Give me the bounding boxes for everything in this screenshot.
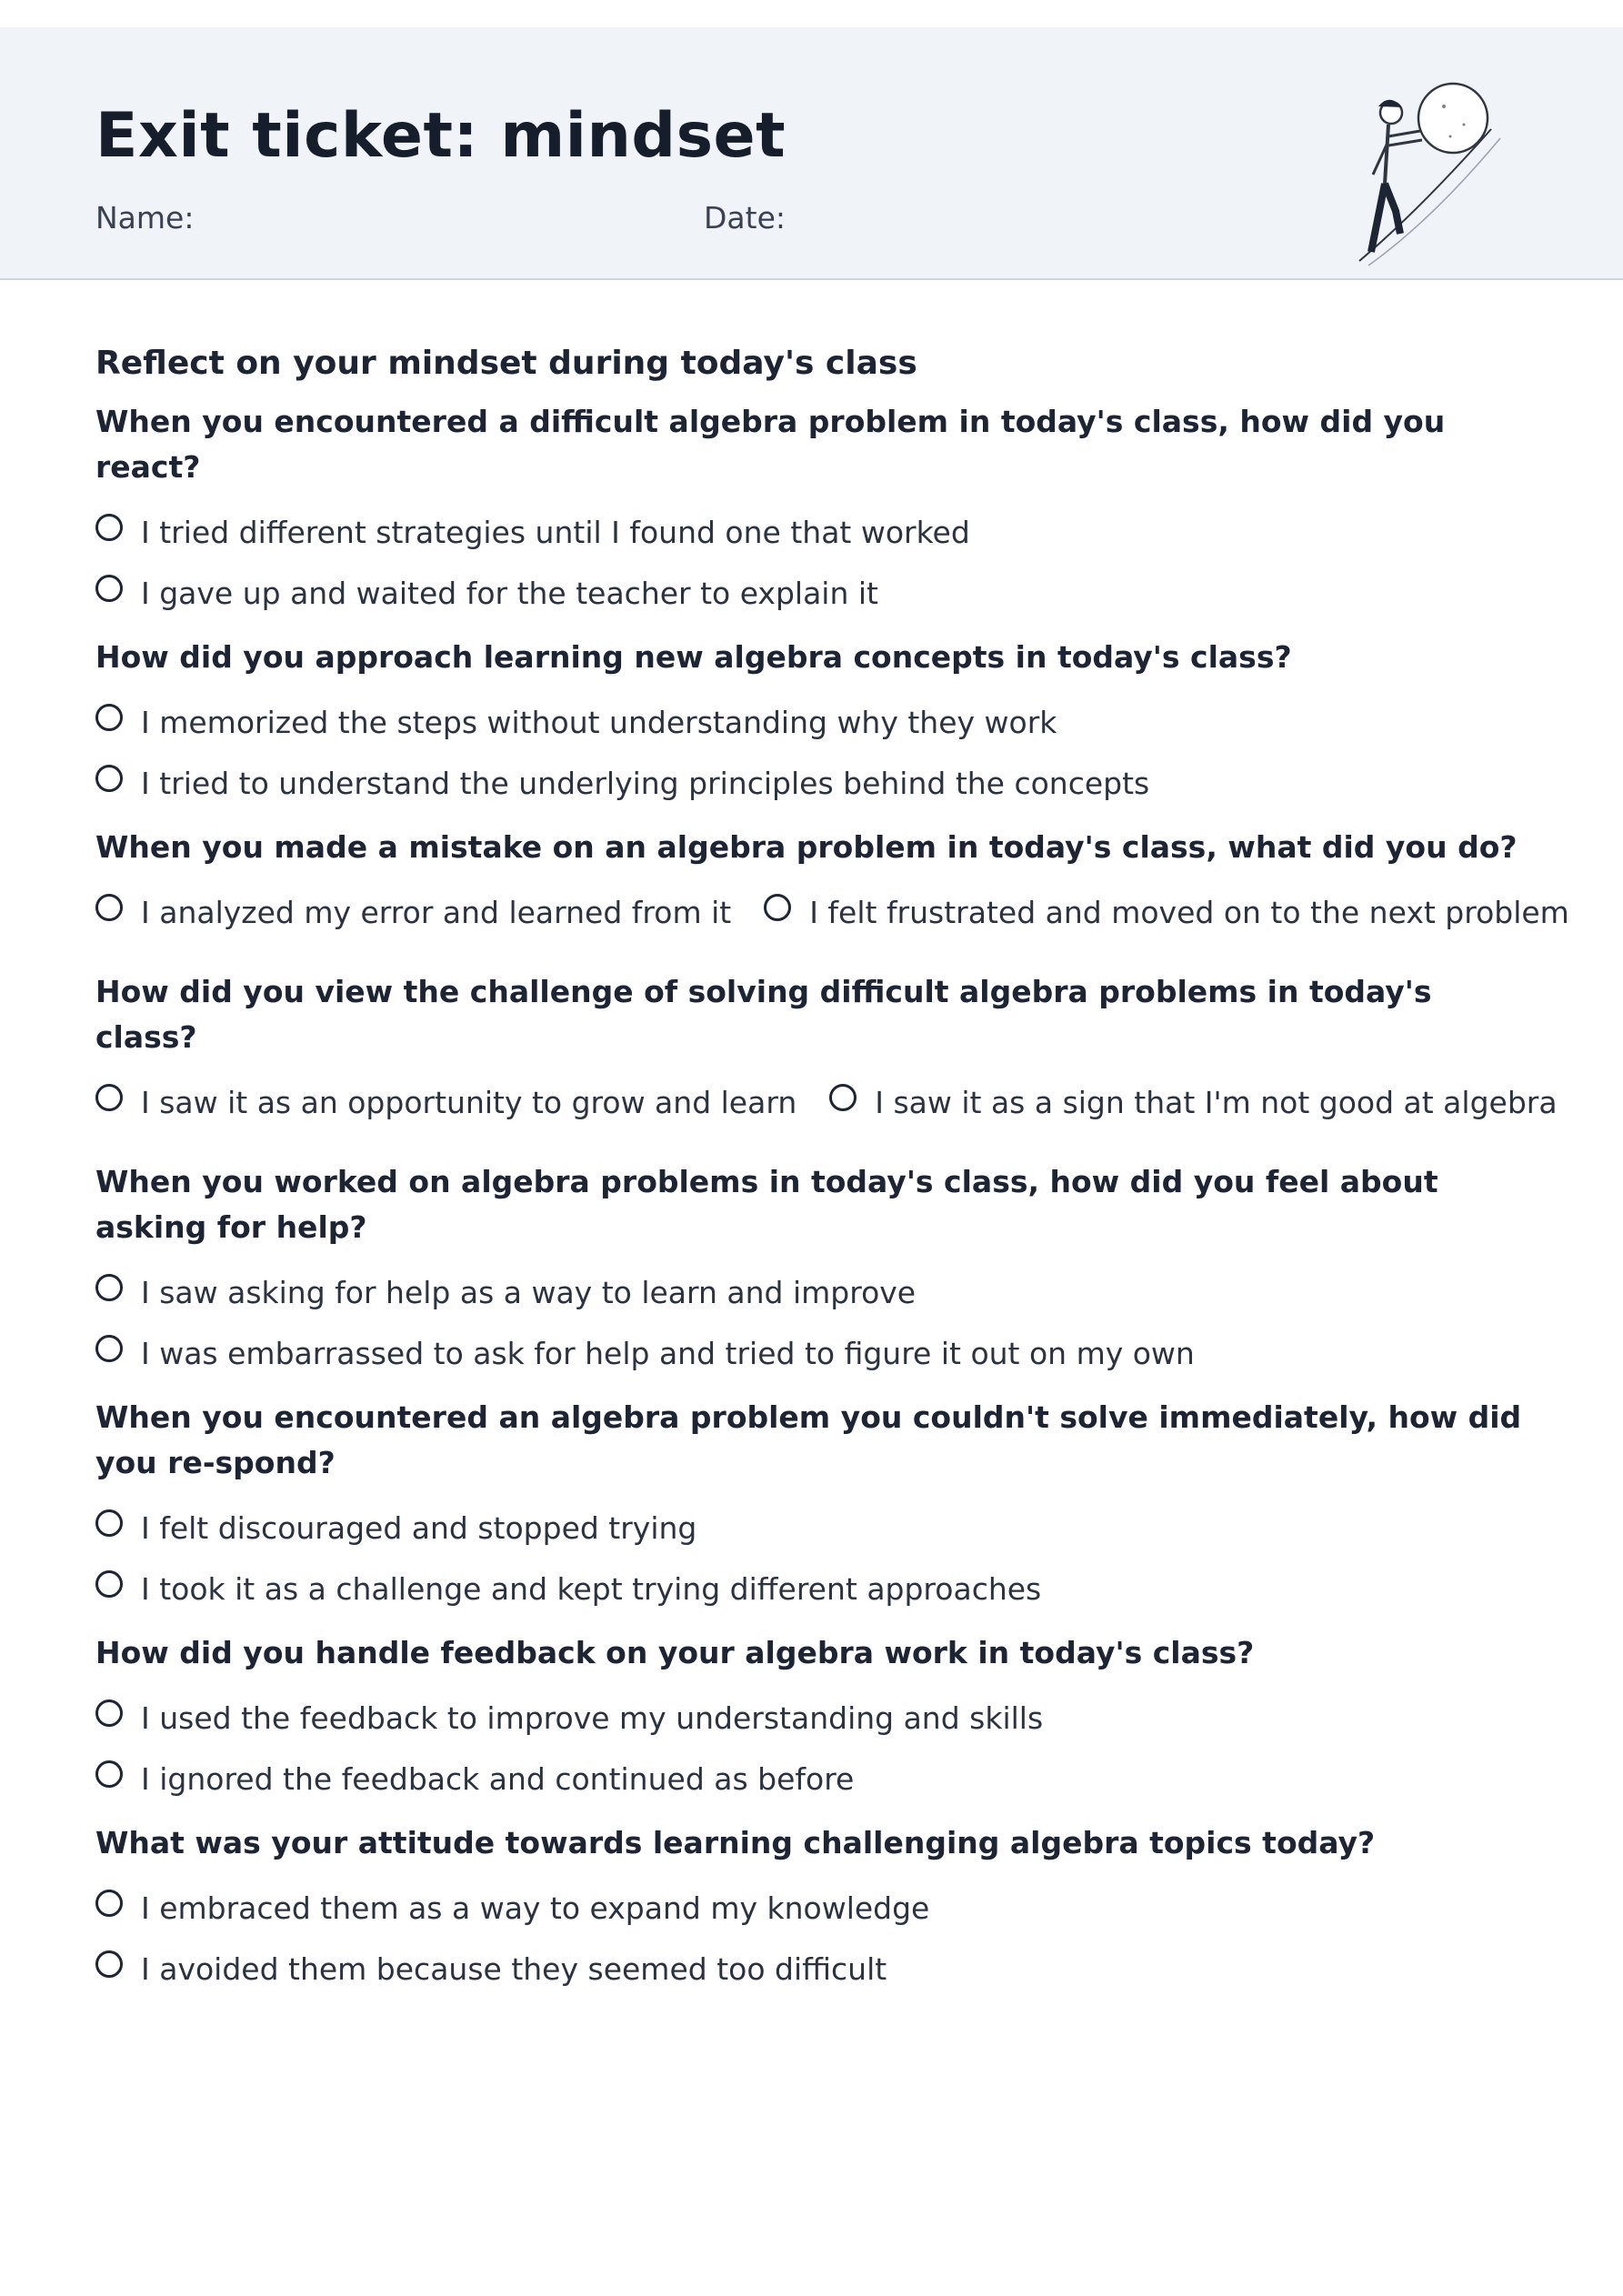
question-text: What was your attitude towards learning challenging algebra topics today? [95, 1825, 1376, 1860]
radio-button-icon[interactable] [95, 1760, 123, 1788]
option-label: I saw it as an opportunity to grow and learn [141, 1085, 797, 1120]
answer-option[interactable] [95, 1080, 796, 1126]
question-text: When you made a mistake on an algebra problem in today's class, what did you do? [95, 829, 1518, 865]
radio-button-icon[interactable] [95, 575, 123, 602]
answer-option[interactable] [95, 1567, 1550, 1612]
radio-button-icon[interactable] [95, 1950, 123, 1978]
name-label: Name: [95, 200, 195, 236]
question-7 [95, 1630, 1550, 1802]
header-banner [0, 27, 1623, 280]
option-label: I used the feedback to improve my understanding and skills [141, 1700, 1044, 1736]
answer-option[interactable] [95, 571, 1550, 617]
answer-option[interactable] [95, 1506, 1550, 1551]
radio-button-icon[interactable] [95, 1335, 123, 1362]
radio-button-icon[interactable] [95, 1570, 123, 1598]
question-1 [95, 399, 1550, 617]
question-6 [95, 1395, 1550, 1612]
option-label: I saw asking for help as a way to learn and improve [141, 1275, 917, 1310]
radio-button-icon[interactable] [95, 1699, 123, 1727]
option-label: I avoided them because they seemed too difficult [141, 1951, 887, 1987]
option-label: I ignored the feedback and continued as before [141, 1761, 855, 1797]
question-2 [95, 635, 1550, 807]
question-3 [95, 825, 1569, 951]
worksheet-content [95, 341, 1569, 2010]
section-title: Reflect on your mindset during today's class [95, 345, 917, 382]
question-text: When you encountered a difficult algebra problem in today's class, how did you react? [95, 404, 1446, 485]
answer-option[interactable] [95, 761, 1550, 807]
question-text: When you encountered an algebra problem you couldn't solve immediately, how did you re-spond? [95, 1399, 1522, 1480]
answer-option[interactable] [829, 1080, 1557, 1126]
radio-button-icon[interactable] [95, 894, 123, 921]
question-text: How did you handle feedback on your algebra work in today's class? [95, 1635, 1255, 1670]
option-label: I took it as a challenge and kept trying different approaches [141, 1571, 1042, 1607]
radio-button-icon[interactable] [764, 894, 791, 921]
option-label: I memorized the steps without understanding why they work [141, 705, 1057, 740]
radio-button-icon[interactable] [95, 1890, 123, 1917]
answer-option[interactable] [95, 700, 1550, 746]
question-4 [95, 969, 1558, 1141]
option-label: I felt discouraged and stopped trying [141, 1510, 697, 1546]
answer-option[interactable] [95, 1886, 1550, 1931]
answer-option[interactable] [95, 890, 731, 936]
page-title: Exit ticket: mindset [95, 100, 786, 172]
option-label: I tried different strategies until I found one that worked [141, 515, 970, 550]
radio-button-icon[interactable] [95, 1274, 123, 1301]
question-text: How did you approach learning new algebra concepts in today's class? [95, 639, 1292, 675]
option-label: I felt frustrated and moved on to the next problem [809, 895, 1569, 930]
person-pushing-boulder-icon [1346, 75, 1528, 284]
radio-button-icon[interactable] [829, 1084, 857, 1111]
question-5 [95, 1159, 1550, 1377]
option-label: I analyzed my error and learned from it [141, 895, 732, 930]
answer-option[interactable] [95, 510, 1550, 556]
radio-button-icon[interactable] [95, 1084, 123, 1111]
answer-option[interactable] [95, 1696, 1550, 1741]
answer-option[interactable] [95, 1270, 1550, 1316]
question-text: When you worked on algebra problems in today's class, how did you feel about asking for help? [95, 1164, 1438, 1245]
date-label: Date: [704, 200, 786, 236]
radio-button-icon[interactable] [95, 704, 123, 731]
answer-option[interactable] [764, 890, 1569, 936]
option-label: I was embarrassed to ask for help and tried to figure it out on my own [141, 1336, 1195, 1371]
answer-option[interactable] [95, 1331, 1550, 1377]
option-label: I tried to understand the underlying principles behind the concepts [141, 766, 1150, 801]
option-label: I gave up and waited for the teacher to explain it [141, 576, 878, 611]
question-8 [95, 1820, 1550, 1992]
question-text: How did you view the challenge of solving difficult algebra problems in today's class? [95, 974, 1432, 1055]
option-label: I embraced them as a way to expand my knowledge [141, 1890, 930, 1926]
radio-button-icon[interactable] [95, 765, 123, 792]
answer-option[interactable] [95, 1757, 1550, 1802]
answer-option[interactable] [95, 1947, 1550, 1992]
radio-button-icon[interactable] [95, 1509, 123, 1537]
radio-button-icon[interactable] [95, 514, 123, 541]
option-label: I saw it as a sign that I'm not good at algebra [875, 1085, 1558, 1120]
